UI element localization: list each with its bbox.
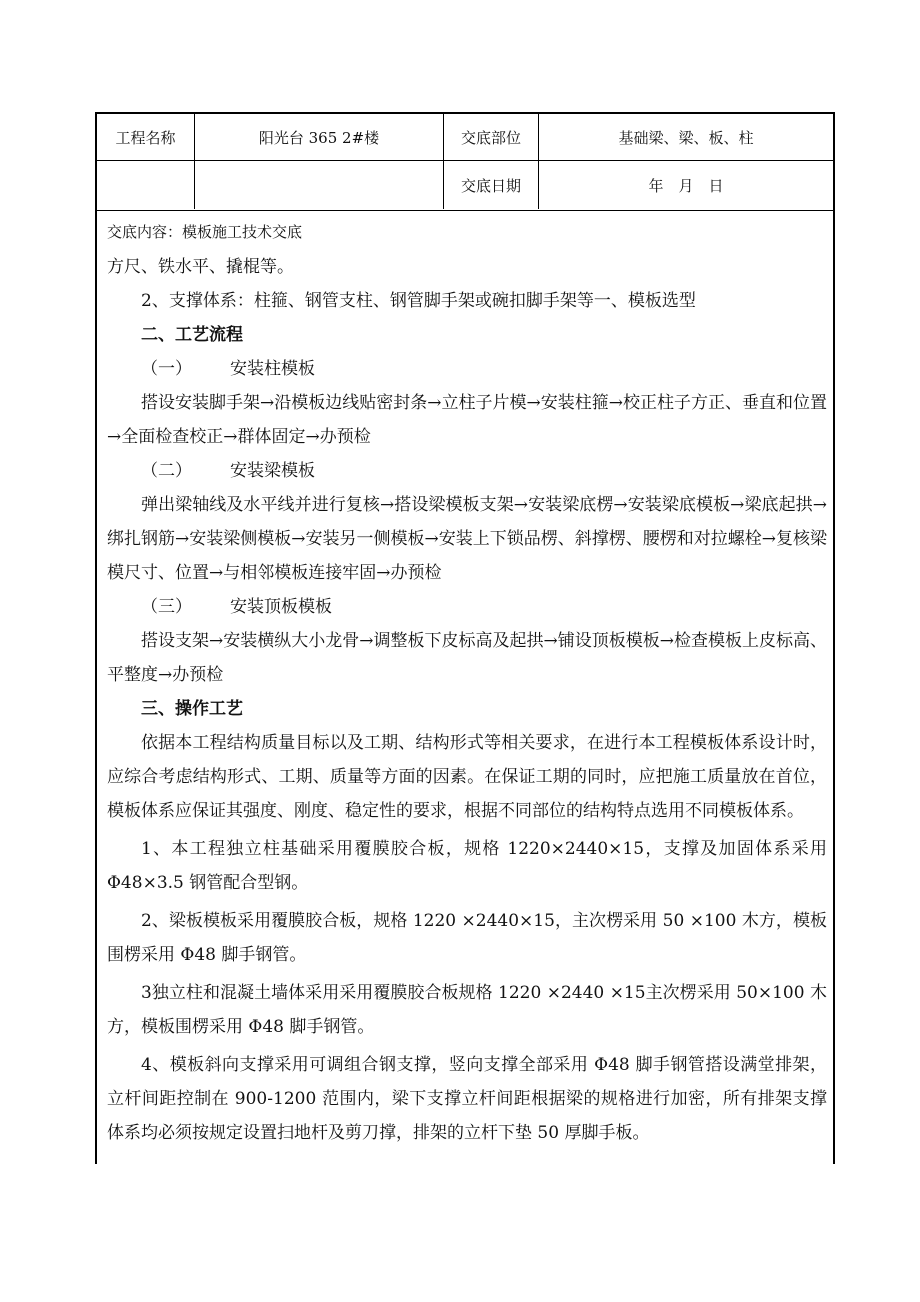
subheading-slab-formwork <box>107 590 827 624</box>
para-column-process: 搭设安装脚手架→沿模板边线贴密封条→立柱子片模→安装柱箍→校正柱子方正、垂直和位置→全面检查校正→群体固定→办预检 <box>107 393 827 447</box>
empty-cell-1 <box>97 161 195 209</box>
line-support-system: 2、支撑体系：柱箍、钢管支柱、钢管脚手架或碗扣脚手架等一、模板选型 <box>141 291 696 311</box>
disclosure-content <box>97 210 833 1150</box>
heading-process-flow: 二、工艺流程 <box>141 325 243 345</box>
subheading-title: 安装梁模板 <box>230 461 315 481</box>
para-beam-process: 弹出梁轴线及水平线并进行复核→搭设梁模板支架→安装梁底楞→安装梁底模板→梁底起拱→绑扎钢筋→安装梁侧模板→安装另一侧模板→安装上下锁品楞、斜撑楞、腰楞和对拉螺栓→复核梁模尺寸、位置→与相邻模板连接牢固→办预检 <box>107 495 827 583</box>
project-name-label: 工程名称 <box>97 114 195 161</box>
subheading-column-formwork <box>107 352 827 386</box>
para-item-2: 2、梁板模板采用覆膜胶合板，规格 1220 ×2440×15，主次楞采用 50 ×100 木方，模板围楞采用 Φ48 脚手钢管。 <box>107 911 827 965</box>
subheading-number: （二） <box>141 461 192 481</box>
disclosure-part-value: 基础梁、梁、板、柱 <box>539 114 833 161</box>
subheading-title: 安装顶板模板 <box>230 597 332 617</box>
para-item-4: 4、模板斜向支撑采用可调组合钢支撑，竖向支撑全部采用 Φ48 脚手钢管搭设满堂排架，立杆间距控制在 900-1200 范围内，梁下支撑立杆间距根据梁的规格进行加密，所有排架支撑体系均必须按规定设置扫地杆及剪刀撑，排架的立杆下垫 50 厚脚手板。 <box>107 1055 827 1143</box>
para-item-1: 1、本工程独立柱基础采用覆膜胶合板，规格 1220×2440×15，支撑及加固体系采用Φ48×3.5 钢管配合型钢。 <box>107 839 827 893</box>
document-frame <box>95 112 835 1164</box>
project-name-value: 阳光台 365 2#楼 <box>195 114 444 161</box>
content-title: 交底内容：模板施工技术交底 <box>107 223 303 241</box>
subheading-number: （三） <box>141 597 192 617</box>
line-tools: 方尺、铁水平、撬棍等。 <box>107 257 294 277</box>
disclosure-part-label: 交底部位 <box>444 114 539 161</box>
empty-cell-2 <box>195 161 444 209</box>
para-design-requirements: 依据本工程结构质量目标以及工期、结构形式等相关要求，在进行本工程模板体系设计时，应综合考虑结构形式、工期、质量等方面的因素。在保证工期的同时，应把施工质量放在首位，模板体系应保证其强度、刚度、稳定性的要求，根据不同部位的结构特点选用不同模板体系。 <box>107 733 827 821</box>
header-table <box>97 114 833 211</box>
subheading-title: 安装柱模板 <box>230 359 315 379</box>
disclosure-date-label: 交底日期 <box>444 161 539 209</box>
para-slab-process: 搭设支架→安装横纵大小龙骨→调整板下皮标高及起拱→铺设顶板模板→检查模板上皮标高、平整度→办预检 <box>107 631 827 685</box>
subheading-beam-formwork <box>107 454 827 488</box>
para-item-3: 3独立柱和混凝土墙体采用采用覆膜胶合板规格 1220 ×2440 ×15主次楞采用 50×100 木方，模板围楞采用 Φ48 脚手钢管。 <box>107 983 827 1037</box>
disclosure-date-value: 年 月 日 <box>648 176 724 195</box>
heading-operation-process: 三、操作工艺 <box>141 699 243 719</box>
subheading-number: （一） <box>141 359 192 379</box>
